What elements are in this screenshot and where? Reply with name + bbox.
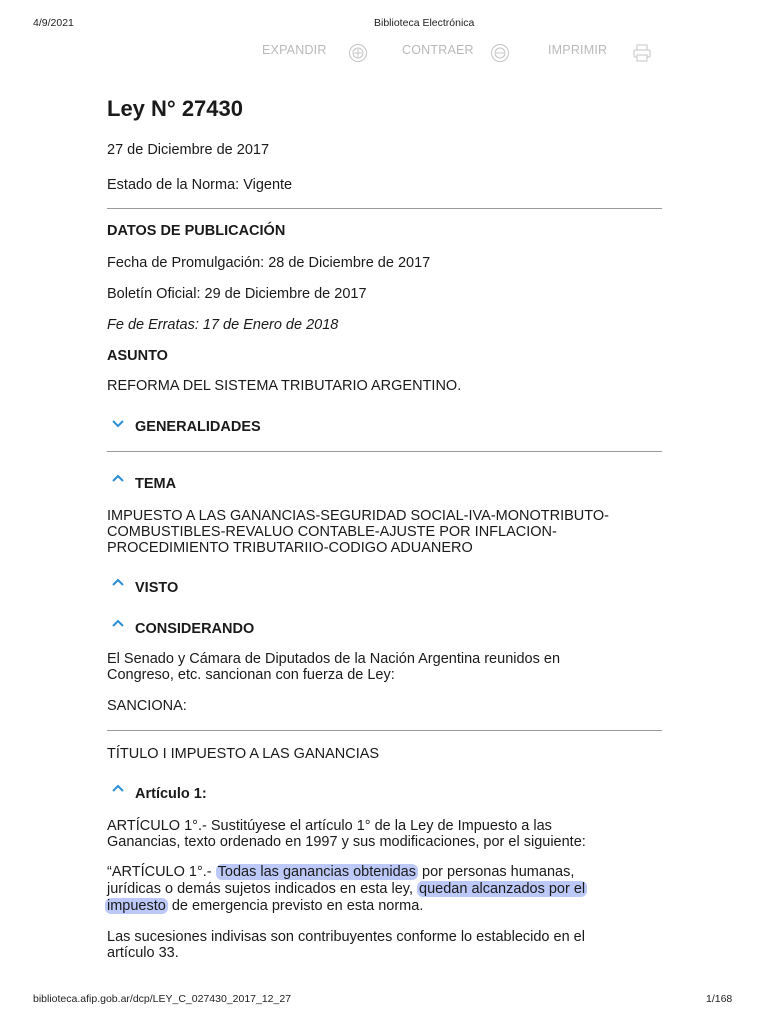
expand-button[interactable]: EXPANDIR — [262, 43, 327, 57]
considerando-text-line: Congreso, etc. sancionan con fuerza de Ley: — [107, 667, 395, 683]
highlight: impuesto — [107, 898, 166, 914]
section-label: VISTO — [135, 580, 179, 596]
article-text: “ARTÍCULO 1°.- — [107, 864, 216, 880]
page-number: 1/168 — [706, 993, 733, 1005]
promulgation-date: Fecha de Promulgación: 28 de Diciembre de 2017 — [107, 255, 431, 271]
article-text-line — [105, 898, 661, 915]
tema-text-line: COMBUSTIBLES-REVALUO CONTABLE-AJUSTE POR INFLACION- — [107, 524, 557, 540]
collapse-button[interactable]: CONTRAER — [402, 43, 474, 57]
article-text: jurídicas o demás sujetos indicados en esta ley, — [107, 881, 418, 897]
divider — [107, 451, 662, 452]
chevron-up-icon[interactable] — [111, 473, 125, 483]
article-text: de emergencia previsto en esta norma. — [167, 898, 424, 914]
print-date: 4/9/2021 — [33, 17, 74, 29]
errata-date: Fe de Erratas: 17 de Enero de 2018 — [107, 317, 339, 333]
article-text-line: artículo 33. — [107, 945, 179, 961]
article-text-line: ARTÍCULO 1°.- Sustitúyese el artículo 1° de la Ley de Impuesto a las — [107, 818, 552, 834]
law-date: 27 de Diciembre de 2017 — [107, 142, 270, 158]
print-button[interactable]: IMPRIMIR — [548, 43, 608, 57]
subject-text: REFORMA DEL SISTEMA TRIBUTARIO ARGENTINO. — [107, 378, 462, 394]
highlight: quedan alcanzados por el — [419, 881, 586, 897]
subject-heading: ASUNTO — [107, 348, 168, 364]
section-label: GENERALIDADES — [135, 419, 261, 435]
article-text-line — [107, 864, 663, 881]
article-text-line — [107, 881, 663, 898]
expand-icon[interactable] — [348, 43, 368, 63]
divider — [107, 730, 662, 731]
title-i-heading: TÍTULO I IMPUESTO A LAS GANANCIAS — [107, 746, 380, 762]
law-status: Estado de la Norma: Vigente — [107, 177, 293, 193]
print-site-title: Biblioteca Electrónica — [374, 17, 475, 29]
article-text: por personas humanas, — [417, 864, 575, 880]
section-label: Artículo 1: — [135, 786, 207, 802]
tema-text-line: PROCEDIMIENTO TRIBUTARIIO-CODIGO ADUANERO — [107, 540, 473, 556]
publication-heading: DATOS DE PUBLICACIÓN — [107, 223, 286, 239]
article-text-line: Las sucesiones indivisas son contribuyentes conforme lo establecido en el — [107, 929, 585, 945]
section-label: CONSIDERANDO — [135, 621, 255, 637]
sanciona-text: SANCIONA: — [107, 698, 187, 714]
article-text-line: Ganancias, texto ordenado en 1997 y sus modificaciones, por el siguiente: — [107, 834, 586, 850]
considerando-text-line: El Senado y Cámara de Diputados de la Nación Argentina reunidos en — [107, 651, 561, 667]
print-url: biblioteca.afip.gob.ar/dcp/LEY_C_027430_2017_12_27 — [33, 993, 292, 1005]
chevron-up-icon[interactable] — [111, 577, 125, 587]
highlight: Todas las ganancias obtenidas — [217, 864, 416, 880]
printer-icon[interactable] — [632, 43, 652, 63]
chevron-up-icon[interactable] — [111, 783, 125, 793]
chevron-down-icon[interactable] — [111, 419, 125, 429]
divider — [107, 208, 662, 209]
chevron-up-icon[interactable] — [111, 618, 125, 628]
law-title: Ley N° 27430 — [107, 96, 243, 121]
tema-text-line: IMPUESTO A LAS GANANCIAS-SEGURIDAD SOCIAL-IVA-MONOTRIBUTO- — [107, 508, 609, 524]
bulletin-date: Boletín Oficial: 29 de Diciembre de 2017 — [107, 286, 367, 302]
section-label: TEMA — [135, 476, 177, 492]
document-toolbar — [262, 43, 662, 63]
collapse-icon[interactable] — [490, 43, 510, 63]
